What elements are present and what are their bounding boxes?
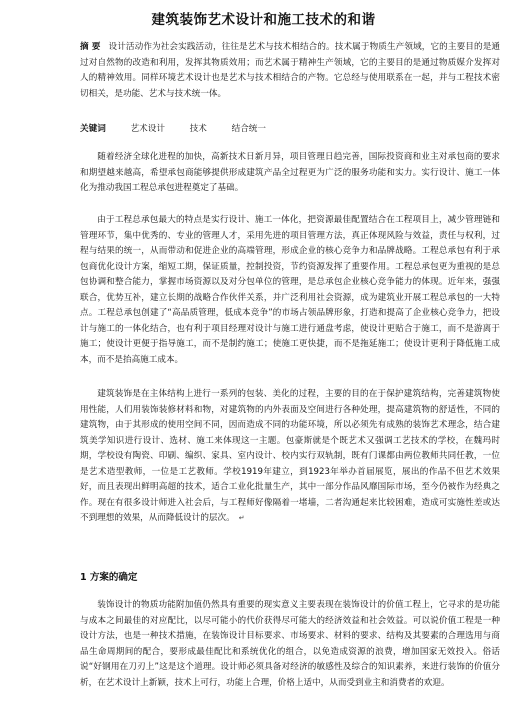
keyword-item: 技术	[189, 124, 207, 134]
abstract-text: 设计活动作为社会实践活动，往往是艺术与技术相结合的。技术属于物质生产领域，它的主要目的是通过对自然物的改造和利用，发挥其物质效用；而艺术属于精神生产领域，它的主要目的是通过物质媒介发挥对人的精神效用。同样环境艺术设计也是艺术与技术相结合的产物。它总经与使用联系在一起，并与工程技术密切相关，是功能、艺术与技术统一体。	[80, 42, 500, 99]
paragraph-4	[80, 598, 500, 691]
keyword-item: 结合统一	[231, 124, 266, 134]
paragraph-text: 建筑装饰是在主体结构上进行一系列的包装、美化的过程，主要的目的在于保护建筑结构，完善建筑物使用性能，人们用装饰装修材料和物，对建筑物的内外表面及空间进行各种处理，提高建筑物的舒适性，不同的建筑物，由于其形成的使用空间不同，因而造成不同的功能环境，所以必须先有成熟的装饰艺术理念，结合建筑美学知识进行设计、选材、施工来体现这一主题。包豪斯就是个既艺术又强调工艺技术的学校，在魏玛时期，学校设有陶瓷、印刷、编织、家具、室内设计、校内实行双轨制，既有门课都由两位教师共同任教，一位是艺术造型教师，一位是工艺教师。学校1919年建立，到1923年举办首届展览，展出的作品不但艺术效果好，而且表现出鲜明高超的技术，适合工业化批量生产，其中一部分作品风靡国际市场，至今仍被作为经典之作。现在有很多设计师进入社会后，与工程师好像隔着一堵墙，二者沟通起来比较困难，造成可实施性差或达不到理想的效果，从而降低设计的层次。	[80, 389, 500, 523]
paragraph-text: 由于工程总承包最大的特点是实行设计、施工一体化，把资源最佳配置结合在工程项目上，减少管理链和管理环节，集中优秀的、专业的管理人才，采用先进的项目管理方法，真正体现风险与效益，责任与权利，过程与结果的统一，从而带动和促进企业的高端管理，形成企业的核心竞争力和品牌战略。工程总承包有利于承包商优化设计方案，缩短工期，保证质量，控制投资，节约资源发挥了重要作用。工程总承包更为重视的是总包协调和整合能力，掌握市场资源以及对分包单位的管理，是总承包企业核心竞争能力的体现。近年来，强强联合，优势互补，建立长期的战略合作伙伴关系，并广泛利用社会资源，成为建筑业开展工程总承包的一大特点。工程总承包创建了“高品质管理，低成本竞争”的市场占领品牌形象，打造和提高了企业核心竞争力，把设计与施工的一体化结合，也有利于项目经理对设计与施工进行通盘考虑，使设计更贴合于施工，而不是游离于施工；使设计更便于指导施工，而不是制约施工；使施工更快捷，而不是拖延施工；使设计更利于降低施工成本，而不是抬高施工成本。	[80, 215, 500, 365]
paragraph-mark-icon: ↵	[238, 514, 245, 522]
section-heading: 1 方案的确定	[80, 572, 138, 583]
keywords	[80, 122, 500, 136]
page-title: 建筑装饰艺术设计和施工技术的和谐	[151, 12, 376, 28]
abstract	[80, 40, 500, 102]
paragraph-1	[80, 150, 500, 197]
paragraph-text: 随着经济全球化进程的加快，高新技术日新月异，项目管理日趋完善，国际投资商和业主对承包商的要求和期望越来越高，希望承包商能够提供形成建筑产品全过程更为广泛的服务功能和实力。实行设计、施工一体化为推动我国工程总承包进程奠定了基础。	[80, 152, 500, 193]
keywords-label: 关键词	[80, 124, 106, 134]
keyword-item: 艺术设计	[130, 124, 165, 134]
paragraph-3	[80, 387, 500, 527]
paragraph-2	[80, 213, 500, 368]
paragraph-text: 装饰设计的物质功能附加值仍然具有重要的现实意义主要表现在装饰设计的价值工程上，它寻求的是功能与成本之间最佳的对应配比，以尽可能小的代价获得尽可能大的经济效益和社会效益。可以说价值工程是一种设计方法，也是一种技术措施，在装饰设计目标要求、市场要求、材料的要求、结构及其要素的合理选用与商品生命周期间的配合，要形成最佳配比和系统优化的组合，以免造成资源的浪费，增加国家无效投入。俗话说“好钢用在刀刃上”这是这个道理。设计师必须具备对经济的敏感性及综合的知识素养，来进行装饰的价值分析，在艺术设计上新颖，技术上可行，功能上合理，价格上适中，从而受到业主和消费者的欢迎。	[80, 600, 500, 688]
abstract-label: 摘 要	[80, 42, 101, 52]
